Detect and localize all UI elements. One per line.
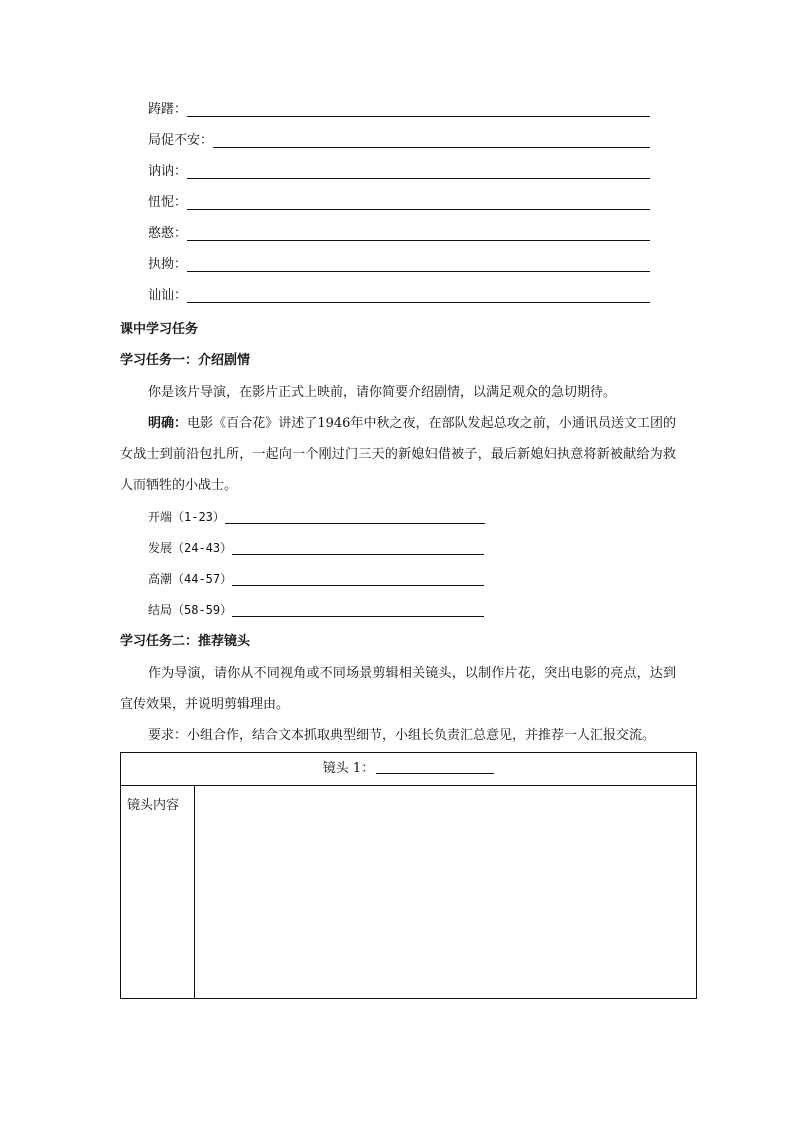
- vocab-term: 憨憨：: [148, 226, 188, 241]
- vocab-term: 局促不安：: [148, 133, 214, 148]
- answer-label: 明确：: [148, 416, 188, 431]
- vocab-row: [148, 193, 650, 213]
- plot-row: [148, 507, 485, 527]
- answer-blank[interactable]: [187, 225, 650, 241]
- answer-blank[interactable]: [187, 256, 650, 272]
- vocab-term: 讪讪：: [148, 288, 188, 303]
- vocab-row: [148, 286, 650, 306]
- shot-title: 镜头 1：: [322, 761, 375, 776]
- vocab-term: 讷讷：: [148, 164, 188, 179]
- shot-content-label: 镜头内容: [121, 786, 195, 999]
- answer-blank[interactable]: [187, 101, 650, 117]
- answer-blank[interactable]: [232, 539, 484, 555]
- plot-row: [148, 569, 484, 589]
- vocab-row: [148, 162, 650, 182]
- task2-title: 学习任务二：推荐镜头: [120, 634, 251, 649]
- plot-stage: 开端（1-23）: [148, 510, 225, 524]
- plot-stage: 高潮（44-57）: [148, 572, 233, 586]
- shot-table-header: [121, 753, 697, 786]
- task1-answer: [120, 408, 676, 501]
- answer-blank[interactable]: [213, 132, 650, 148]
- vocab-row: [148, 131, 650, 151]
- answer-blank[interactable]: [232, 570, 484, 586]
- plot-stage: 发展（24-43）: [148, 541, 233, 555]
- section-title: 课中学习任务: [120, 322, 199, 337]
- task2-prompt: 作为导演，请你从不同视角或不同场景剪辑相关镜头，以制作片花，突出电影的亮点，达到宣传效果，并说明剪辑理由。: [120, 666, 676, 712]
- task2-requirement: 要求：小组合作，结合文本抓取典型细节，小组长负责汇总意见，并推荐一人汇报交流。: [148, 728, 656, 743]
- vocab-term: 踌躇：: [148, 102, 188, 117]
- plot-row: [148, 538, 484, 558]
- shot-table: [120, 752, 697, 999]
- task1-prompt-text: 你是该片导演，在影片正式上映前，请你简要介绍剧情，以满足观众的急切期待。: [148, 385, 617, 400]
- shot-title-blank[interactable]: [376, 758, 494, 774]
- task1-prompt: [120, 377, 676, 408]
- vocab-row: [148, 100, 650, 120]
- plot-row: [148, 600, 484, 620]
- answer-text: 电影《百合花》讲述了1946年中秋之夜，在部队发起总攻之前，小通讯员送文工团的女战士到前沿包扎所，一起向一个刚过门三天的新媳妇借被子，最后新媳妇执意将新被献给为救人而牺牲的小战士。: [120, 416, 676, 493]
- answer-blank[interactable]: [187, 287, 650, 303]
- task1-title: 学习任务一：介绍剧情: [120, 353, 251, 368]
- vocab-term: 执拗：: [148, 257, 188, 272]
- vocab-row: [148, 224, 650, 244]
- vocab-term: 忸怩：: [148, 195, 188, 210]
- answer-blank[interactable]: [232, 601, 484, 617]
- plot-stage: 结局（58-59）: [148, 603, 233, 617]
- answer-blank[interactable]: [187, 163, 650, 179]
- answer-blank[interactable]: [187, 194, 650, 210]
- shot-content-cell[interactable]: [195, 786, 697, 999]
- answer-blank[interactable]: [225, 508, 485, 524]
- vocab-row: [148, 255, 650, 275]
